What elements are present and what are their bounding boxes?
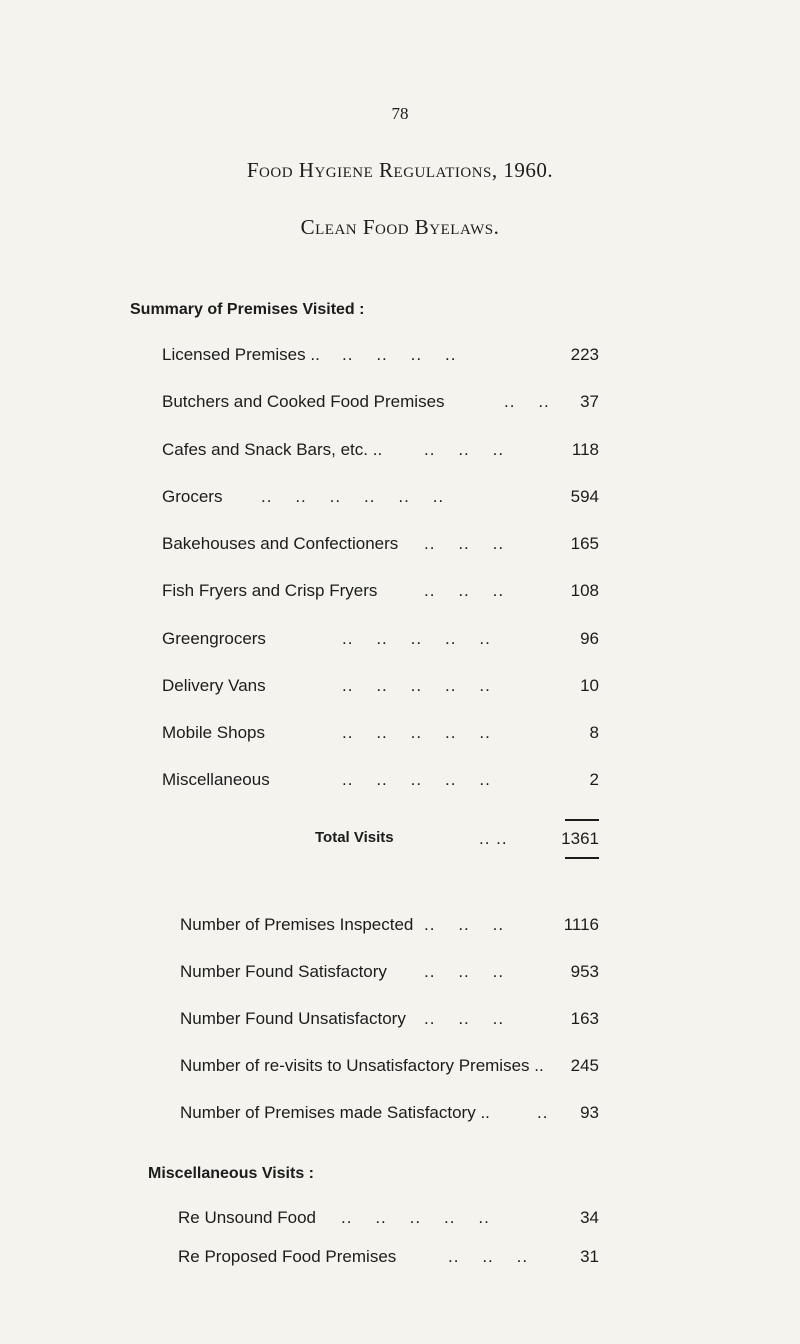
row-value: 223 [570,345,599,364]
summary-row [162,629,599,653]
row-dots: .. .. .. [424,534,505,553]
row-label: Number Found Unsatisfactory [180,1009,406,1028]
row-value: 165 [570,534,599,553]
row-dots: .. .. .. .. [342,345,457,364]
row-label: Re Proposed Food Premises [178,1247,397,1266]
misc-heading: Miscellaneous Visits : [148,1165,314,1182]
row-value: 8 [589,723,599,742]
row-dots: .. .. .. [448,1247,529,1266]
row-dots: .. .. .. [424,915,505,934]
row-label: Butchers and Cooked Food Premises [162,392,445,411]
page-number: 78 [391,104,409,123]
summary-row [162,581,599,605]
row-value: 163 [570,1009,599,1028]
row-label: Grocers [162,487,223,506]
row-dots: .. .. .. [424,1009,505,1028]
row-dots: .. .. .. .. .. .. [261,487,445,506]
document-subtitle: Clean Food Byelaws. [300,215,500,239]
row-dots: .. .. .. .. .. [342,629,491,648]
row-value: 118 [571,440,599,459]
row-value: 37 [580,392,599,411]
total-dots: .. .. [479,829,508,848]
inspection-row [180,1103,599,1127]
row-label: Miscellaneous [162,770,270,789]
inspection-row [180,1056,599,1080]
row-value: 93 [580,1103,599,1122]
row-label: Number of Premises made Satisfactory .. [180,1103,490,1122]
row-label: Number Found Satisfactory [180,962,387,981]
row-label: Greengrocers [162,629,266,648]
summary-row [162,392,599,416]
row-value: 96 [580,629,599,648]
row-value: 108 [570,581,599,600]
total-value: 1361 [561,829,599,848]
row-value: 594 [570,487,599,506]
inspection-row [180,962,599,986]
row-dots: .. .. .. .. .. [342,770,491,789]
summary-row [162,440,599,464]
row-label: Delivery Vans [162,676,266,695]
row-value: 245 [570,1056,599,1075]
row-dots: .. .. .. [424,440,505,459]
row-dots: .. .. .. .. .. [342,676,491,695]
row-value: 31 [580,1247,599,1266]
total-row [162,829,599,853]
row-label: Fish Fryers and Crisp Fryers [162,581,378,600]
row-label: Re Unsound Food [178,1208,316,1227]
row-label: Bakehouses and Confectioners [162,534,399,553]
document-title: Food Hygiene Regulations, 1960. [246,158,554,182]
summary-row [162,487,599,511]
summary-row [162,770,599,794]
row-dots: .. .. .. [424,962,505,981]
row-label: Number of Premises Inspected [180,915,414,934]
row-value: 2 [589,770,599,789]
row-value: 34 [580,1208,599,1227]
misc-row [178,1208,599,1232]
summary-row [162,345,599,369]
row-label: Licensed Premises .. [162,345,320,364]
summary-row [162,534,599,558]
row-dots: .. [537,1103,549,1122]
total-rule-bottom [565,857,599,859]
row-label: Mobile Shops [162,723,266,742]
inspection-row [180,915,599,939]
summary-row [162,723,599,747]
row-label: Cafes and Snack Bars, etc. .. [162,440,383,459]
total-label: Total Visits [315,829,394,846]
row-value: 953 [570,962,599,981]
row-dots: .. .. .. .. .. [341,1208,490,1227]
summary-heading: Summary of Premises Visited : [130,301,365,318]
row-dots: .. .. [504,392,550,411]
summary-row [162,676,599,700]
misc-row [178,1247,599,1271]
row-value: 10 [580,676,599,695]
row-value: 1116 [563,915,599,934]
row-dots: .. .. .. [424,581,505,600]
row-label: Number of re-visits to Unsatisfactory Premises .. [180,1056,544,1075]
row-dots: .. .. .. .. .. [342,723,491,742]
total-rule-top [565,819,599,821]
inspection-row [180,1009,599,1033]
